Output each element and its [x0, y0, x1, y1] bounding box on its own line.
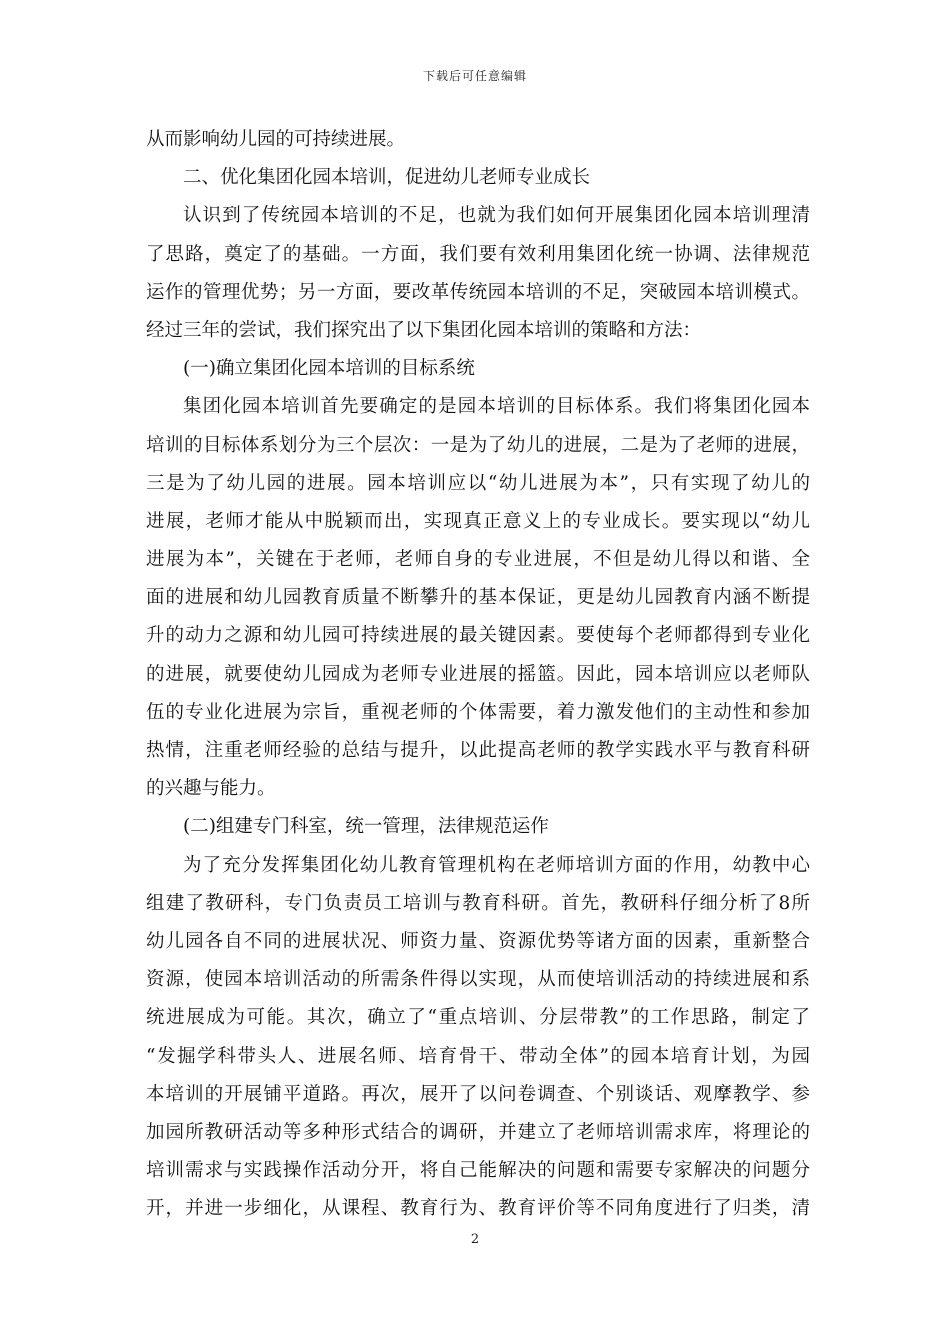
text-line: “发掘学科带头人、进展名师、培育骨干、带动全体”的园本培育计划，为园	[146, 1045, 810, 1067]
text-line: 加园所教研活动等多种形式结合的调研，并建立了老师培训需求库，将理论的	[146, 1121, 810, 1143]
text-line: 热情，注重老师经验的总结与提升，以此提高老师的教学实践水平与教育科研	[146, 740, 810, 761]
text-line: 伍的专业化进展为宗旨，重视老师的个体需要，着力激发他们的主动性和参加	[146, 701, 810, 723]
text-line: 的进展，就要使幼儿园成为老师专业进展的摇篮。因此，园本培训应以老师队	[146, 663, 810, 685]
page-header: 下载后可任意编辑	[422, 69, 527, 83]
text-line: 运作的管理优势；另一方面，要改革传统园本培训的不足，突破园本培训模式。	[146, 281, 810, 303]
subsection-heading: (二)组建专门科室，统一管理，法律规范运作	[183, 816, 549, 838]
text-line: 本培训的开展铺平道路。再次，展开了以问卷调查、个别谈话、观摩教学、参	[146, 1083, 810, 1105]
text-line: 培训需求与实践操作活动分开，将自己能解决的问题和需要专家解决的问题分	[146, 1160, 810, 1182]
text-line: 幼儿园各自不同的进展状况、师资力量、资源优势等诸方面的因素，重新整合	[146, 930, 810, 952]
text-line: 资源，使园本培训活动的所需条件得以实现，从而使培训活动的持续进展和系	[146, 969, 810, 991]
text-line: 进展，老师才能从中脱颖而出，实现真正意义上的专业成长。要实现以“幼儿	[146, 510, 810, 532]
text-line: 的兴趣与能力。	[146, 778, 276, 800]
text-line: 认识到了传统园本培训的不足，也就为我们如何开展集团化园本培训理清	[183, 205, 810, 227]
document-body	[146, 121, 810, 1228]
text-line: 为了充分发挥集团化幼儿教育管理机构在老师培训方面的作用，幼教中心	[183, 854, 810, 876]
text-line: 进展为本”，关键在于老师，老师自身的专业进展，不但是幼儿得以和谐、全	[146, 549, 810, 571]
text-line: 组建了教研科，专门负责员工培训与教育科研。首先，教研科仔细分析了8所	[146, 892, 810, 914]
text-line: 三是为了幼儿园的进展。园本培训应以“幼儿进展为本”，只有实现了幼儿的	[146, 472, 810, 494]
text-line: 开，并进一步细化，从课程、教育行为、教育评价等不同角度进行了归类，清	[146, 1198, 810, 1220]
text-line: 经过三年的尝试，我们探究出了以下集团化园本培训的策略和方法：	[146, 319, 702, 341]
text-line: 统进展成为可能。其次，确立了“重点培训、分层带教”的工作思路，制定了	[146, 1007, 810, 1029]
text-line: 面的进展和幼儿园教育质量不断攀升的基本保证，更是幼儿园教育内涵不断提	[146, 587, 810, 609]
page-number: 2	[470, 1232, 480, 1247]
text-line: 从而影响幼儿园的可持续进展。	[146, 129, 406, 150]
subsection-heading: (一)确立集团化园本培训的目标系统	[183, 358, 475, 380]
text-line: 升的动力之源和幼儿园可持续进展的最关键因素。要使每个老师都得到专业化	[146, 625, 810, 647]
text-line: 集团化园本培训首先要确定的是园本培训的目标体系。我们将集团化园本	[183, 396, 810, 418]
text-line: 培训的目标体系划分为三个层次：一是为了幼儿的进展，二是为了老师的进展，	[146, 434, 810, 456]
text-line: 了思路，奠定了的基础。一方面，我们要有效利用集团化统一协调、法律规范	[146, 243, 810, 265]
section-heading: 二、优化集团化园本培训，促进幼儿老师专业成长	[183, 167, 591, 189]
